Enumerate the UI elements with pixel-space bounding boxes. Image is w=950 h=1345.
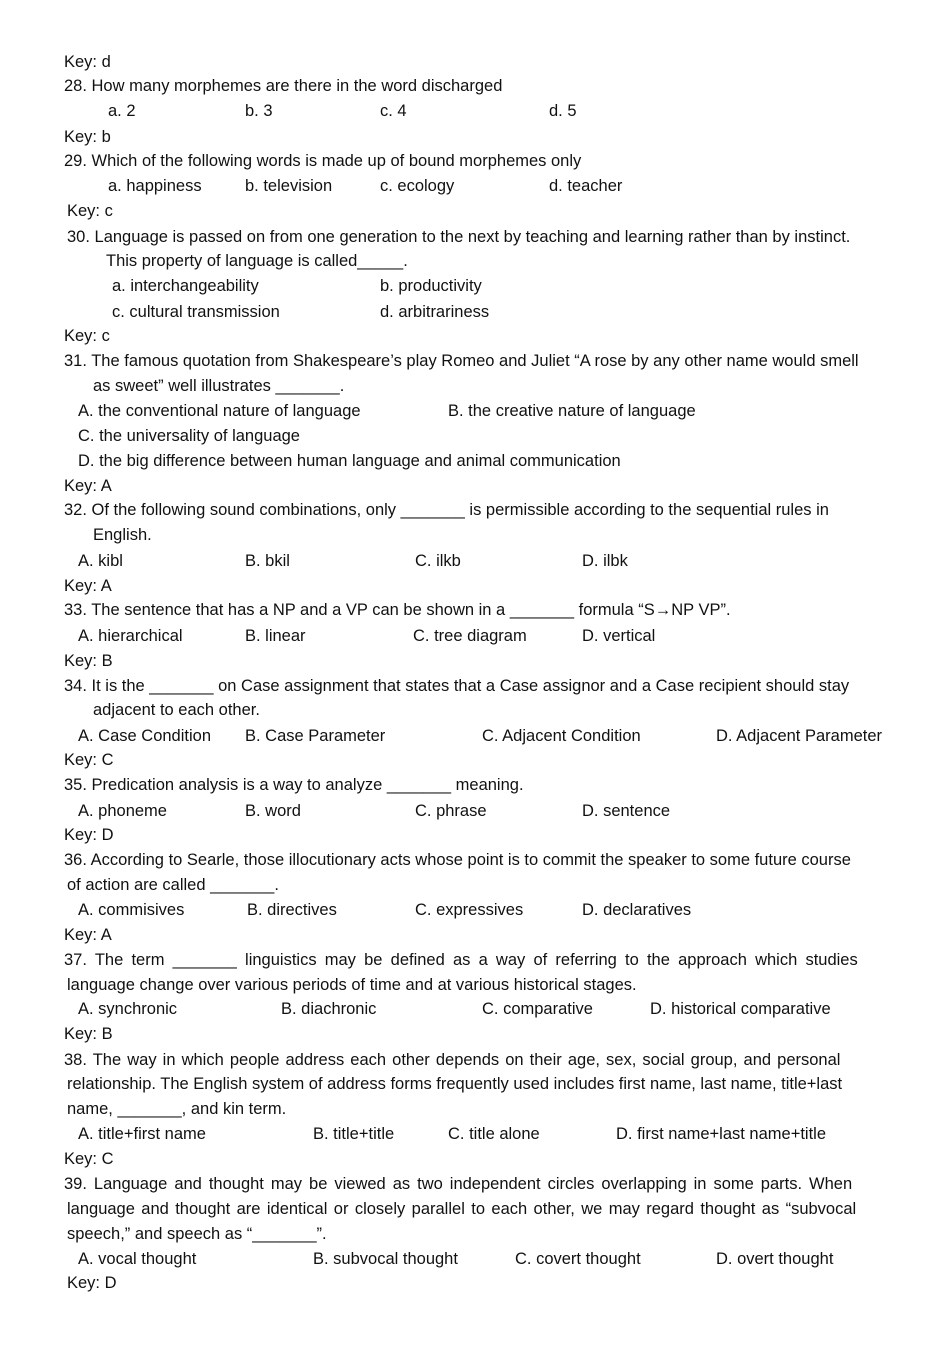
option: A. synchronic bbox=[78, 1000, 178, 1018]
question-38-cont: name, _______, and kin term. bbox=[67, 1100, 287, 1118]
option: d. teacher bbox=[549, 177, 623, 195]
question-39-cont: language and thought are identical or closely parallel to each other, we may regard thought as “subvocal bbox=[67, 1200, 857, 1218]
question-30: 30. Language is passed on from one generation to the next by teaching and learning rather than by instinct. bbox=[67, 228, 851, 246]
question-32-cont: English. bbox=[93, 526, 152, 544]
question-31: 31. The famous quotation from Shakespeare’s play Romeo and Juliet “A rose by any other name would smell bbox=[64, 352, 859, 370]
answer-key: Key: C bbox=[64, 751, 114, 769]
option: C. Adjacent Condition bbox=[482, 727, 641, 745]
option: C. tree diagram bbox=[413, 627, 527, 645]
option: d. 5 bbox=[549, 102, 577, 120]
answer-key: Key: D bbox=[67, 1274, 117, 1292]
option: B. subvocal thought bbox=[313, 1250, 458, 1268]
option: C. comparative bbox=[482, 1000, 593, 1018]
question-34: 34. It is the _______ on Case assignment that states that a Case assignor and a Case recipient should stay bbox=[64, 677, 850, 695]
option: A. kibl bbox=[78, 552, 123, 570]
answer-key: Key: A bbox=[64, 926, 112, 944]
option: C. title alone bbox=[448, 1125, 540, 1143]
answer-key: Key: D bbox=[64, 826, 114, 844]
option: A. vocal thought bbox=[78, 1250, 197, 1268]
question-36: 36. According to Searle, those illocutionary acts whose point is to commit the speaker to some future course bbox=[64, 851, 851, 869]
option: A. title+first name bbox=[78, 1125, 206, 1143]
option: D. historical comparative bbox=[650, 1000, 831, 1018]
option: D. first name+last name+title bbox=[616, 1125, 827, 1143]
answer-key: Key: b bbox=[64, 128, 111, 146]
question-37-cont: language change over various periods of time and at various historical stages. bbox=[67, 976, 637, 994]
option: a. 2 bbox=[108, 102, 136, 120]
option: A. phoneme bbox=[78, 802, 167, 820]
option: d. arbitrariness bbox=[380, 303, 490, 321]
question-34-cont: adjacent to each other. bbox=[93, 701, 260, 719]
answer-key: Key: d bbox=[64, 53, 111, 71]
answer-key: Key: C bbox=[64, 1150, 114, 1168]
option: B. directives bbox=[247, 901, 337, 919]
answer-key: Key: A bbox=[64, 577, 112, 595]
option: B. diachronic bbox=[281, 1000, 377, 1018]
answer-key: Key: B bbox=[64, 1025, 113, 1043]
option: B. bkil bbox=[245, 552, 290, 570]
answer-key: Key: c bbox=[64, 327, 110, 345]
option: b. television bbox=[245, 177, 333, 195]
option: B. word bbox=[245, 802, 301, 820]
option: A. commisives bbox=[78, 901, 185, 919]
option: A. Case Condition bbox=[78, 727, 211, 745]
option: C. covert thought bbox=[515, 1250, 641, 1268]
option: D. the big difference between human language and animal communication bbox=[78, 452, 621, 470]
option: C. the universality of language bbox=[78, 427, 300, 445]
question-33: 33. The sentence that has a NP and a VP can be shown in a _______ formula “S→NP VP”. bbox=[64, 601, 731, 619]
question-31-cont: as sweet” well illustrates _______. bbox=[93, 377, 345, 395]
answer-key: Key: B bbox=[64, 652, 113, 670]
question-38: 38. The way in which people address each other depends on their age, sex, social group, and personal bbox=[64, 1051, 841, 1069]
question-35: 35. Predication analysis is a way to analyze _______ meaning. bbox=[64, 776, 524, 794]
option: c. ecology bbox=[380, 177, 455, 195]
option: A. hierarchical bbox=[78, 627, 183, 645]
option: b. productivity bbox=[380, 277, 482, 295]
option: D. vertical bbox=[582, 627, 656, 645]
question-29: 29. Which of the following words is made up of bound morphemes only bbox=[64, 152, 582, 170]
option: D. Adjacent Parameter bbox=[716, 727, 882, 745]
option: a. interchangeability bbox=[112, 277, 259, 295]
question-38-cont: relationship. The English system of address forms frequently used includes first name, last name, title+last bbox=[67, 1075, 843, 1093]
question-28: 28. How many morphemes are there in the word discharged bbox=[64, 77, 503, 95]
option: D. ilbk bbox=[582, 552, 628, 570]
question-32: 32. Of the following sound combinations, only _______ is permissible according to the sequential rules in bbox=[64, 501, 829, 519]
answer-key: Key: A bbox=[64, 477, 112, 495]
option: D. sentence bbox=[582, 802, 671, 820]
option: B. title+title bbox=[313, 1125, 395, 1143]
option: D. overt thought bbox=[716, 1250, 834, 1268]
option: b. 3 bbox=[245, 102, 273, 120]
option: B. linear bbox=[245, 627, 306, 645]
option: B. Case Parameter bbox=[245, 727, 386, 745]
option: D. declaratives bbox=[582, 901, 692, 919]
option: A. the conventional nature of language bbox=[78, 402, 361, 420]
question-39-cont: speech,” and speech as “_______”. bbox=[67, 1225, 327, 1243]
question-39: 39. Language and thought may be viewed as two independent circles overlapping in some parts. When bbox=[64, 1175, 853, 1193]
option: B. the creative nature of language bbox=[448, 402, 696, 420]
option: c. 4 bbox=[380, 102, 407, 120]
question-30-cont: This property of language is called_____. bbox=[106, 252, 408, 270]
option: c. cultural transmission bbox=[112, 303, 280, 321]
question-37: 37. The term _______ linguistics may be defined as a way of referring to the approach which studies bbox=[64, 951, 858, 969]
answer-key: Key: c bbox=[67, 202, 113, 220]
option: a. happiness bbox=[108, 177, 202, 195]
option: C. ilkb bbox=[415, 552, 461, 570]
option: C. expressives bbox=[415, 901, 524, 919]
question-36-cont: of action are called _______. bbox=[67, 876, 279, 894]
option: C. phrase bbox=[415, 802, 487, 820]
